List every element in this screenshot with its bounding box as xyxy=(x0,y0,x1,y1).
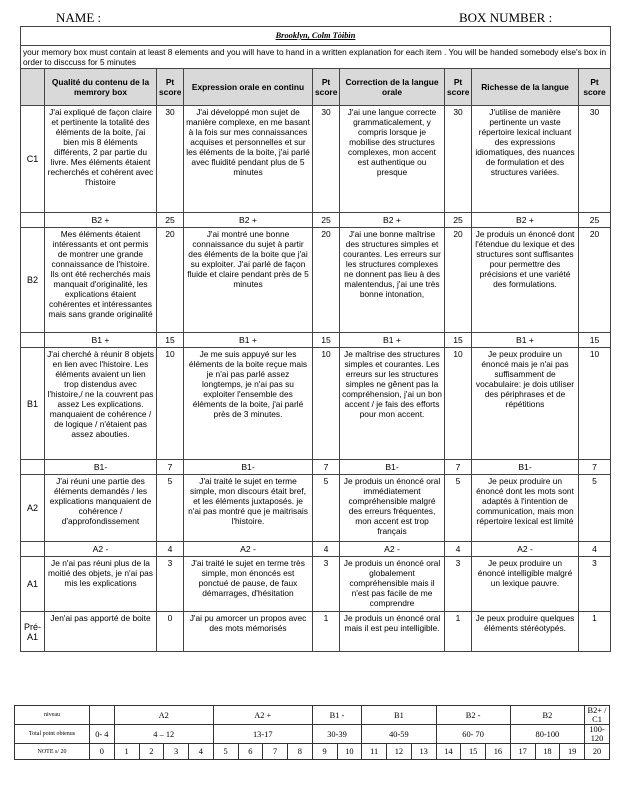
note-cell: 18 xyxy=(535,744,560,760)
descriptor-cell: J'utilise de manière pertinente un vaste répertoire lexical incluant des expressions idiomatiques, des nuances de formulation et des structures variées. xyxy=(472,106,579,213)
sublevel-label: B1 + xyxy=(472,333,579,348)
level-label: A2 xyxy=(21,475,45,542)
sublevel-empty xyxy=(21,542,45,557)
note-cell: 13 xyxy=(411,744,436,760)
sublevel-row xyxy=(21,460,611,475)
column-header: Expression orale en continu xyxy=(184,69,313,106)
sublevel-label: A2 - xyxy=(184,542,313,557)
sublevel-label: B1 + xyxy=(184,333,313,348)
level-row xyxy=(21,475,611,542)
points-cell: 30 xyxy=(445,106,472,213)
note-cell: 7 xyxy=(263,744,288,760)
score-header: Pt score xyxy=(157,69,184,106)
total-cell: 4 – 12 xyxy=(114,725,213,744)
level-label: B1 xyxy=(21,348,45,460)
name-label: NAME : xyxy=(56,10,102,25)
note-cell: 14 xyxy=(436,744,461,760)
total-cell: 80-100 xyxy=(510,725,584,744)
level-row xyxy=(21,106,611,213)
note-cell: 16 xyxy=(486,744,511,760)
sublevel-empty xyxy=(21,333,45,348)
total-cell: 30-39 xyxy=(312,725,362,744)
points-cell: 5 xyxy=(157,475,184,542)
box-number-label: BOX NUMBER : xyxy=(459,10,553,25)
sublevel-points: 15 xyxy=(313,333,340,348)
note-cell: 11 xyxy=(362,744,387,760)
niveau-cell: B2 - xyxy=(436,706,510,725)
descriptor-cell: Je peux produire un énoncé intelligible malgré un lexique pauvre. xyxy=(472,557,579,612)
points-cell: 5 xyxy=(313,475,340,542)
total-cell: 0- 4 xyxy=(90,725,115,744)
niveau-label: niveau xyxy=(15,706,90,725)
note-cell: 10 xyxy=(337,744,362,760)
points-cell: 10 xyxy=(157,348,184,460)
points-cell: 3 xyxy=(445,557,472,612)
sublevel-points: 15 xyxy=(579,333,611,348)
sublevel-points: 7 xyxy=(445,460,472,475)
points-cell: 20 xyxy=(445,228,472,333)
note-label: NOTE s/ 20 xyxy=(15,744,90,760)
points-cell: 10 xyxy=(445,348,472,460)
descriptor-cell: Jen'ai pas apporté de boite xyxy=(45,612,157,652)
column-header: Qualité du contenu de la memrory box xyxy=(45,69,157,106)
descriptor-cell: J'ai réuni une partie des éléments demandés / les explications manquaient de cohérence / d'approfondissement xyxy=(45,475,157,542)
sublevel-label: B1- xyxy=(184,460,313,475)
score-conversion-table xyxy=(14,705,610,760)
descriptor-cell: Je produis un énoncé oral immédiatement compréhensible malgré des erreurs fréquentes, mon accent est trop français xyxy=(340,475,445,542)
level-row xyxy=(21,612,611,652)
note-cell: 4 xyxy=(189,744,214,760)
rubric-intro: your memory box must contain at least 8 elements and you will have to hand in a written explanation for each item . You will be handed somebody else's box in order to disccuss for 5 minutes xyxy=(21,46,611,69)
total-cell: 13-17 xyxy=(213,725,312,744)
total-cell: 40-59 xyxy=(362,725,436,744)
header-row xyxy=(21,69,611,106)
rubric-table xyxy=(20,26,611,652)
sublevel-label: B1- xyxy=(472,460,579,475)
descriptor-cell: Je produis un énoncé dont l'étendue du lexique et des structures sont suffisantes pour permettre des précisions et une variété des formulations. xyxy=(472,228,579,333)
descriptor-cell: Mes éléments étaient intéressants et ont permis de montrer une grande connaissance de l'histoire. Ils ont été recherchés mais manquait d'originalité, les explications étaient cohérentes et intéressantes mais sans grande originalité xyxy=(45,228,157,333)
note-cell: 1 xyxy=(114,744,139,760)
sublevel-row xyxy=(21,213,611,228)
sublevel-row xyxy=(21,542,611,557)
total-cell: 100-120 xyxy=(585,725,610,744)
points-cell: 1 xyxy=(445,612,472,652)
points-cell: 1 xyxy=(579,612,611,652)
note-cell: 15 xyxy=(461,744,486,760)
sublevel-points: 4 xyxy=(579,542,611,557)
sublevel-label: B1- xyxy=(45,460,157,475)
points-cell: 0 xyxy=(157,612,184,652)
points-cell: 10 xyxy=(313,348,340,460)
level-row xyxy=(21,348,611,460)
points-cell: 10 xyxy=(579,348,611,460)
total-label: Total point obtenus xyxy=(15,725,90,744)
sublevel-label: B1- xyxy=(340,460,445,475)
points-cell: 30 xyxy=(313,106,340,213)
sublevel-points: 7 xyxy=(157,460,184,475)
niveau-cell: A2 xyxy=(114,706,213,725)
descriptor-cell: Je peux produire quelques éléments stéréotypés. xyxy=(472,612,579,652)
descriptor-cell: Je peux produire un énoncé dont les mots sont adaptés à l'intention de communication, mais mon répertoire lexical est limité xyxy=(472,475,579,542)
column-header: Correction de la langue orale xyxy=(340,69,445,106)
sublevel-points: 7 xyxy=(313,460,340,475)
points-cell: 3 xyxy=(157,557,184,612)
sublevel-label: B2 + xyxy=(340,213,445,228)
note-cell: 2 xyxy=(139,744,164,760)
points-cell: 5 xyxy=(579,475,611,542)
total-cell: 60- 70 xyxy=(436,725,510,744)
note-cell: 19 xyxy=(560,744,585,760)
sublevel-label: A2 - xyxy=(45,542,157,557)
sublevel-label: A2 - xyxy=(340,542,445,557)
points-cell: 20 xyxy=(157,228,184,333)
sublevel-points: 15 xyxy=(157,333,184,348)
level-label: C1 xyxy=(21,106,45,213)
descriptor-cell: J'ai pu amorcer un propos avec des mots mémorisés xyxy=(184,612,313,652)
points-cell: 5 xyxy=(445,475,472,542)
sublevel-label: B1 + xyxy=(340,333,445,348)
score-header: Pt score xyxy=(445,69,472,106)
note-cell: 6 xyxy=(238,744,263,760)
points-cell: 20 xyxy=(313,228,340,333)
note-cell: 5 xyxy=(213,744,238,760)
sublevel-points: 25 xyxy=(579,213,611,228)
note-cell: 8 xyxy=(288,744,313,760)
level-label: Pré-A1 xyxy=(21,612,45,652)
sublevel-points: 7 xyxy=(579,460,611,475)
descriptor-cell: Je maîtrise des structures simples et courantes. Les erreurs sur les structures simples ne gênent pas la compréhension, j'ai un bon accent / je fais des efforts pour mon accent. xyxy=(340,348,445,460)
points-cell: 30 xyxy=(579,106,611,213)
sublevel-empty xyxy=(21,213,45,228)
sublevel-points: 4 xyxy=(445,542,472,557)
descriptor-cell: J'ai expliqué de façon claire et pertinente la totalité des éléments de la boite, j'ai bien mis 8 éléments différents, 2 par partie du livre. Mes éléments étaient recherchés et cohérent avec l'histoire xyxy=(45,106,157,213)
niveau-cell: B1 xyxy=(362,706,436,725)
points-cell: 3 xyxy=(579,557,611,612)
niveau-cell: A2 + xyxy=(213,706,312,725)
sublevel-points: 15 xyxy=(445,333,472,348)
points-cell: 3 xyxy=(313,557,340,612)
note-cell: 3 xyxy=(164,744,189,760)
niveau-cell xyxy=(90,706,115,725)
note-cell: 12 xyxy=(387,744,412,760)
rubric-title: Brooklyn, Colm Tòibìn xyxy=(21,27,611,46)
sublevel-label: B2 + xyxy=(45,213,157,228)
descriptor-cell: Je me suis appuyé sur les éléments de la boite reçue mais je n'ai pas parlé assez longtemps, je n'ai pas su exploiter l'ensemble des éléments de la boite, j'ai parlé près de 3 minutes. xyxy=(184,348,313,460)
column-header: Richesse de la langue xyxy=(472,69,579,106)
sublevel-points: 4 xyxy=(313,542,340,557)
sublevel-label: A2 - xyxy=(472,542,579,557)
sublevel-row xyxy=(21,333,611,348)
descriptor-cell: J'ai montré une bonne connaissance du sujet à partir des éléments de la boite que j'ai su exploiter. J'ai parlé de façon fluide et claire pendant près de 5 minutes xyxy=(184,228,313,333)
descriptor-cell: J'ai traité le sujet en terme simple, mon discours était bref, et les éléments juxtaposés. je n'ai pas montré que je maitrisais l'histoire. xyxy=(184,475,313,542)
descriptor-cell: Je n'ai pas réuni plus de la moitié des objets, je n'ai pas mis les explications xyxy=(45,557,157,612)
note-cell: 9 xyxy=(312,744,337,760)
level-label: B2 xyxy=(21,228,45,333)
niveau-cell: B2 xyxy=(510,706,584,725)
descriptor-cell: J'ai développé mon sujet de manière complexe, en me basant à la fois sur mes connaissances acquises et personnelles et sur les éléments de la boite, j'ai parlé avec fluidité pendant plus de 5 minutes xyxy=(184,106,313,213)
level-header xyxy=(21,69,45,106)
sublevel-label: B2 + xyxy=(184,213,313,228)
descriptor-cell: Je produis un énoncé oral globalement compréhensible mais il n'est pas facile de me comprendre xyxy=(340,557,445,612)
level-row xyxy=(21,228,611,333)
page-header xyxy=(0,10,618,26)
sublevel-empty xyxy=(21,460,45,475)
level-label: A1 xyxy=(21,557,45,612)
points-cell: 20 xyxy=(579,228,611,333)
descriptor-cell: J'ai une bonne maîtrise des structures simples et courantes. Les erreurs sur les structures complexes ne donnent pas lieu à des malentendus, j'ai une très bonne intonation, xyxy=(340,228,445,333)
score-header: Pt score xyxy=(579,69,611,106)
note-cell: 20 xyxy=(585,744,610,760)
sublevel-points: 25 xyxy=(157,213,184,228)
sublevel-label: B1 + xyxy=(45,333,157,348)
total-row xyxy=(15,725,610,744)
niveau-cell: B1 - xyxy=(312,706,362,725)
note-cell: 17 xyxy=(510,744,535,760)
points-cell: 1 xyxy=(313,612,340,652)
sublevel-points: 25 xyxy=(445,213,472,228)
note-row xyxy=(15,744,610,760)
descriptor-cell: J'ai une langue correcte grammaticalement, y compris lorsque je mobilise des structures complexes, mon accent est authentique ou presque xyxy=(340,106,445,213)
niveau-row xyxy=(15,706,610,725)
niveau-cell: B2+ / C1 xyxy=(585,706,610,725)
descriptor-cell: Je peux produire un énoncé mais je n'ai pas suffisamment de vocabulaire: je dois utiliser des périphrases et de répétitions xyxy=(472,348,579,460)
sublevel-label: B2 + xyxy=(472,213,579,228)
descriptor-cell: Je produis un énoncé oral mais il est peu intelligible. xyxy=(340,612,445,652)
descriptor-cell: J'ai cherché à réunir 8 objets en lien avec l'histoire. Les éléments avaient un lien trop distendus avec l'histoire,/ ne la couvrent pas assez Les explications. manquaient de cohérence / de logique / n'étaient pas assez abouties. xyxy=(45,348,157,460)
points-cell: 30 xyxy=(157,106,184,213)
score-header: Pt score xyxy=(313,69,340,106)
level-row xyxy=(21,557,611,612)
descriptor-cell: J'ai traité le sujet en terme très simple, mon énoncés est ponctué de pause, de faux démarrages, d'hésitation xyxy=(184,557,313,612)
note-cell: 0 xyxy=(90,744,115,760)
sublevel-points: 4 xyxy=(157,542,184,557)
sublevel-points: 25 xyxy=(313,213,340,228)
